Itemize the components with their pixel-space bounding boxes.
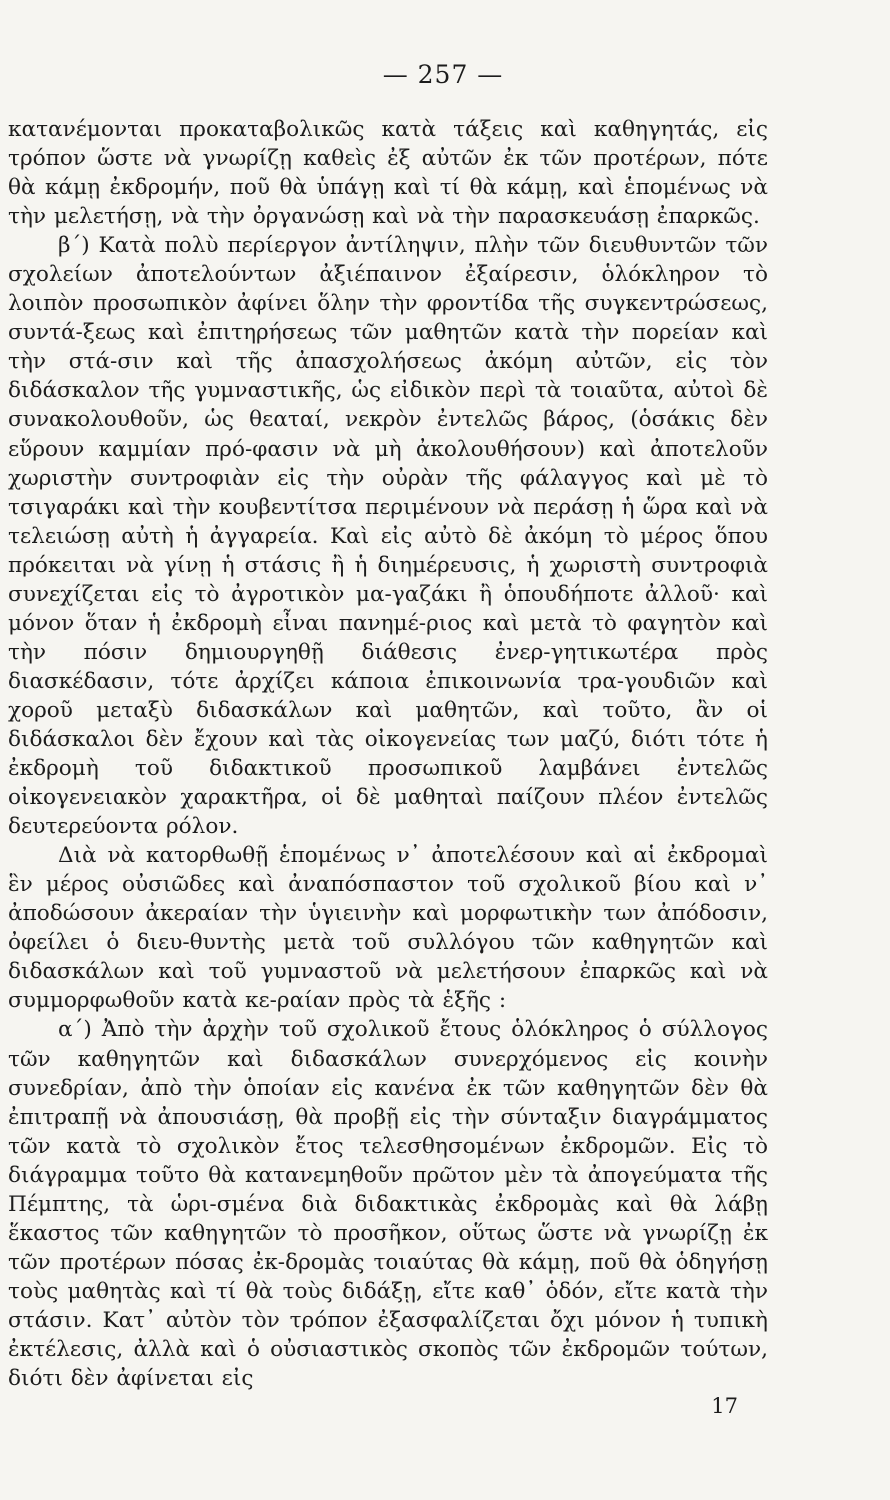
paragraph-beta: β΄) Κατὰ πολὺ περίεργον ἀντίληψιν, πλὴν τῶν διευθυντῶν τῶν σχολείων ἀποτελούντων ἀξιέπαινον ἐξαίρεσιν, ὁλόκληρον τὸ λοιπὸν προσωπικὸν ἀφίνει ὅλην τὴν φροντίδα τῆς συγκεντρώσεως, συντά-ξεως καὶ ἐπιτηρήσεως τῶν μαθητῶν κατὰ τὴν πορείαν καὶ τὴν στά-σιν καὶ τῆς ἀπασχολήσεως ἀκόμη αὐτῶν, εἰς τὸν διδάσκαλον τῆς γυμναστικῆς, ὡς εἰδικὸν περὶ τὰ τοιαῦτα, αὐτοὶ δὲ συνακολουθοῦν, ὡς θεαταί, νεκρὸν ἐντελῶς βάρος, (ὁσάκις δὲν εὕρουν καμμίαν πρό-φασιν νὰ μὴ ἀκολουθήσουν) καὶ ἀποτελοῦν χωριστὴν συντροφιὰν εἰς τὴν οὐρὰν τῆς φάλαγγος καὶ μὲ τὸ τσιγαράκι καὶ τὴν κουβεντίτσα περιμένουν νὰ περάσῃ ἡ ὥρα καὶ νὰ τελειώσῃ αὐτὴ ἡ ἀγγαρεία. Καὶ εἰς αὐτὸ δὲ ἀκόμη τὸ μέρος ὅπου πρόκειται νὰ γίνῃ ἡ στάσις ἢ ἡ διημέρευσις, ἡ χωριστὴ συντροφιὰ συνεχίζεται εἰς τὸ ἀγροτικὸν μα-γαζάκι ἢ ὁπουδήποτε ἀλλοῦ· καὶ μόνον ὅταν ἡ ἐκδρομὴ εἶναι πανημέ-ριος καὶ μετὰ τὸ φαγητὸν καὶ τὴν πόσιν δημιουργηθῇ διάθεσις ἐνερ-γητικωτέρα πρὸς διασκέδασιν, τότε ἀρχίζει κάποια ἐπικοινωνία τρα-γουδιῶν καὶ χοροῦ μεταξὺ διδασκάλων καὶ μαθητῶν, καὶ τοῦτο, ἂν οἱ διδάσκαλοι δὲν ἔχουν καὶ τὰς οἰκογενείας των μαζύ, διότι τότε ἡ ἐκδρομὴ τοῦ διδακτικοῦ προσωπικοῦ λαμβάνει ἐντελῶς οἰκογενειακὸν χαρακτῆρα, οἱ δὲ μαθηταὶ παίζουν πλέον ἐντελῶς δευτερεύοντα ρόλον. — [8, 233, 768, 840]
paragraph-continuation: κατανέμονται προκαταβολικῶς κατὰ τάξεις καὶ καθηγητάς, εἰς τρόπον ὥστε νὰ γνωρίζῃ καθεὶς ἐξ αὐτῶν ἐκ τῶν προτέρων, πότε θὰ κάμῃ ἐκδρομήν, ποῦ θὰ ὑπάγῃ καὶ τί θὰ κάμῃ, καὶ ἑπομένως νὰ τὴν μελετήσῃ, νὰ τὴν ὀργανώσῃ καὶ νὰ τὴν παρασκευάσῃ ἐπαρκῶς. — [8, 117, 768, 230]
paragraph-recommendations: Διὰ νὰ κατορθωθῇ ἑπομένως ν᾽ ἀποτελέσουν καὶ αἱ ἐκδρομαὶ ἓν μέρος οὐσιῶδες καὶ ἀναπόσπαστον τοῦ σχολικοῦ βίου καὶ ν᾽ ἀποδώσουν ἀκεραίαν τὴν ὑγιεινὴν καὶ μορφωτικὴν των ἀπόδοσιν, ὀφείλει ὁ διευ-θυντὴς μετὰ τοῦ συλλόγου τῶν καθηγητῶν καὶ διδασκάλων καὶ τοῦ γυμναστοῦ νὰ μελετήσουν ἐπαρκῶς καὶ νὰ συμμορφωθοῦν κατὰ κε-ραίαν πρὸς τὰ ἑξῆς : — [8, 843, 768, 1014]
body-text — [8, 115, 768, 1393]
paragraph-alpha: α΄) Ἀπὸ τὴν ἀρχὴν τοῦ σχολικοῦ ἔτους ὁλόκληρος ὁ σύλλογος τῶν καθηγητῶν καὶ διδασκάλων συνερχόμενος εἰς κοινὴν συνεδρίαν, ἀπὸ τὴν ὁποίαν εἰς κανένα ἐκ τῶν καθηγητῶν δὲν θὰ ἐπιτραπῇ νὰ ἀπουσιάσῃ, θὰ προβῇ εἰς τὴν σύνταξιν διαγράμματος τῶν κατὰ τὸ σχολικὸν ἔτος τελεσθησομένων ἐκδρομῶν. Εἰς τὸ διάγραμμα τοῦτο θὰ κατανεμηθοῦν πρῶτον μὲν τὰ ἀπογεύματα τῆς Πέμπτης, τὰ ὡρι-σμένα διὰ διδακτικὰς ἐκδρομὰς καὶ θὰ λάβῃ ἕκαστος τῶν καθηγητῶν τὸ προσῆκον, οὕτως ὥστε νὰ γνωρίζῃ ἐκ τῶν προτέρων πόσας ἐκ-δρομὰς τοιαύτας θὰ κάμῃ, ποῦ θὰ ὁδηγήσῃ τοὺς μαθητὰς καὶ τί θὰ τοὺς διδάξῃ, εἴτε καθ᾽ ὁδόν, εἴτε κατὰ τὴν στάσιν. Κατ᾽ αὐτὸν τὸν τρόπον ἐξασφαλίζεται ὄχι μόνον ἡ τυπικὴ ἐκτέλεσις, ἀλλὰ καὶ ὁ οὐσιαστικὸς σκοπὸς τῶν ἐκδρομῶν τούτων, διότι δὲν ἀφίνεται εἰς — [8, 1017, 768, 1392]
signature-mark: 17 — [711, 1394, 738, 1418]
page-number: — 257 — — [382, 60, 504, 89]
